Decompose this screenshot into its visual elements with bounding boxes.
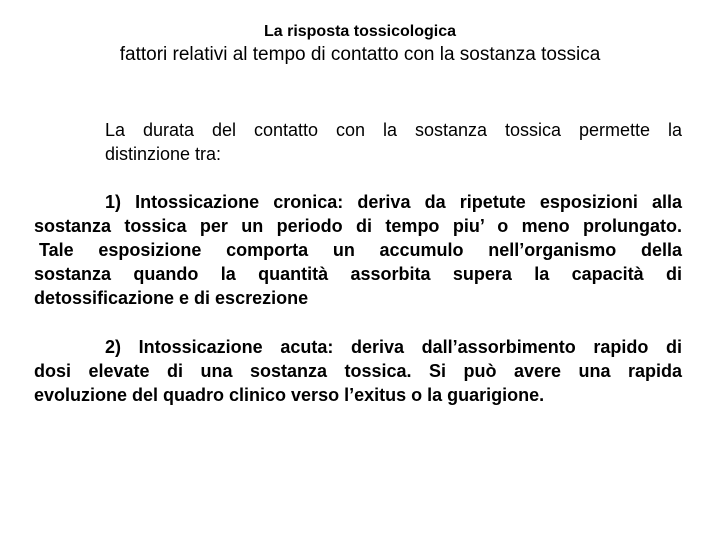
acute-line-2: dosi elevate di una sostanza tossica. Si può avere una rapida [34, 361, 682, 381]
chronic-line-3: Tale esposizione comporta un accumulo nell’organismo della [39, 240, 682, 260]
chronic-line-4: sostanza quando la quantità assorbita supera la capacità di [34, 264, 682, 284]
intro-line-2: distinzione tra: [105, 144, 222, 164]
chronic-line-5: detossificazione e di escrezione [34, 288, 309, 308]
acute-intoxication-paragraph [34, 335, 682, 407]
intro-line-1: La durata del contatto con la sostanza tossica permette la [105, 120, 682, 140]
chronic-line-2: sostanza tossica per un periodo di tempo piu’ o meno prolungato. [34, 216, 682, 236]
chronic-line-1: 1) Intossicazione cronica: deriva da ripetute esposizioni alla [105, 192, 682, 212]
intro-paragraph [34, 118, 682, 166]
acute-line-3: evoluzione del quadro clinico verso l’exitus o la guarigione. [34, 385, 545, 405]
chronic-intoxication-paragraph [34, 190, 682, 310]
slide-subtitle: fattori relativi al tempo di contatto con la sostanza tossica [119, 44, 601, 65]
slide-title: La risposta tossicologica [263, 23, 457, 40]
acute-line-1: 2) Intossicazione acuta: deriva dall’assorbimento rapido di [105, 337, 682, 357]
